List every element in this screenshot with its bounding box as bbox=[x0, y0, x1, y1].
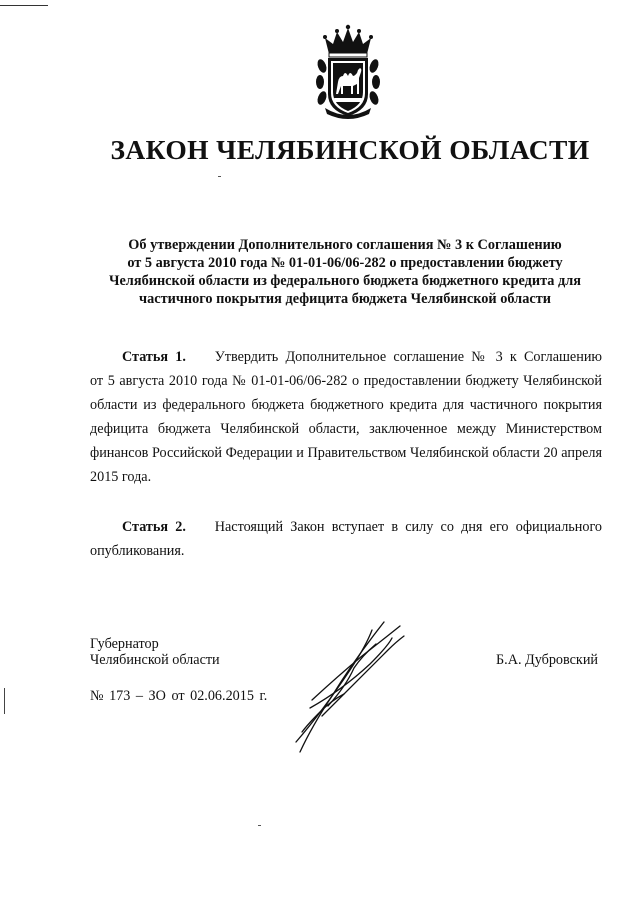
subtitle-line: частичного покрытия дефицита бюджета Челябинской области bbox=[139, 291, 551, 307]
article-2-first-line bbox=[90, 515, 602, 539]
document-title: ЗАКОН ЧЕЛЯБИНСКОЙ ОБЛАСТИ bbox=[110, 134, 590, 165]
article-text-line: Утвердить Дополнительное соглашение № 3 к Соглашению bbox=[214, 349, 603, 365]
signatory-name: Б.А. Дубровский bbox=[496, 652, 599, 668]
article-text-line: финансов Российской Федерации и Правительством Челябинской области 20 апреля bbox=[90, 445, 602, 461]
scan-speck bbox=[258, 825, 261, 826]
article-1 bbox=[90, 345, 602, 489]
signatory-position-line: Губернатор bbox=[90, 636, 159, 652]
scan-speck bbox=[218, 176, 221, 177]
article-2 bbox=[90, 515, 602, 563]
article-1-first-line bbox=[90, 345, 602, 369]
article-text-line: дефицита бюджета Челябинской области, заключенное между Министерством bbox=[90, 421, 602, 437]
article-2-label: Статья 2. bbox=[122, 519, 186, 535]
article-text-line: опубликования. bbox=[90, 543, 185, 559]
signatory-position bbox=[90, 636, 220, 668]
scan-edge-line bbox=[0, 5, 48, 6]
article-1-label: Статья 1. bbox=[122, 349, 186, 365]
subtitle-line: Об утверждении Дополнительного соглашения № 3 к Соглашению bbox=[128, 237, 562, 253]
article-text-line: области из федерального бюджета бюджетного кредита для частичного покрытия bbox=[90, 397, 602, 413]
scan-margin-mark bbox=[4, 688, 5, 714]
subtitle-line: Челябинской области из федерального бюджета бюджетного кредита для bbox=[108, 273, 582, 289]
document-subtitle bbox=[60, 236, 630, 308]
signatory-position-line: Челябинской области bbox=[90, 652, 220, 668]
subtitle-line: от 5 августа 2010 года № 01-01-06/06-282 о предоставлении бюджету bbox=[127, 255, 563, 271]
article-text-line: 2015 года. bbox=[90, 469, 152, 485]
handwritten-signature bbox=[292, 616, 408, 756]
article-text-line: от 5 августа 2010 года № 01-01-06/06-282 о предоставлении бюджету Челябинской bbox=[90, 373, 602, 389]
coat-of-arms-emblem bbox=[315, 24, 381, 122]
law-number: № 173 – ЗО от 02.06.2015 г. bbox=[90, 688, 268, 704]
article-text-line: Настоящий Закон вступает в силу со дня его официального bbox=[214, 519, 603, 535]
